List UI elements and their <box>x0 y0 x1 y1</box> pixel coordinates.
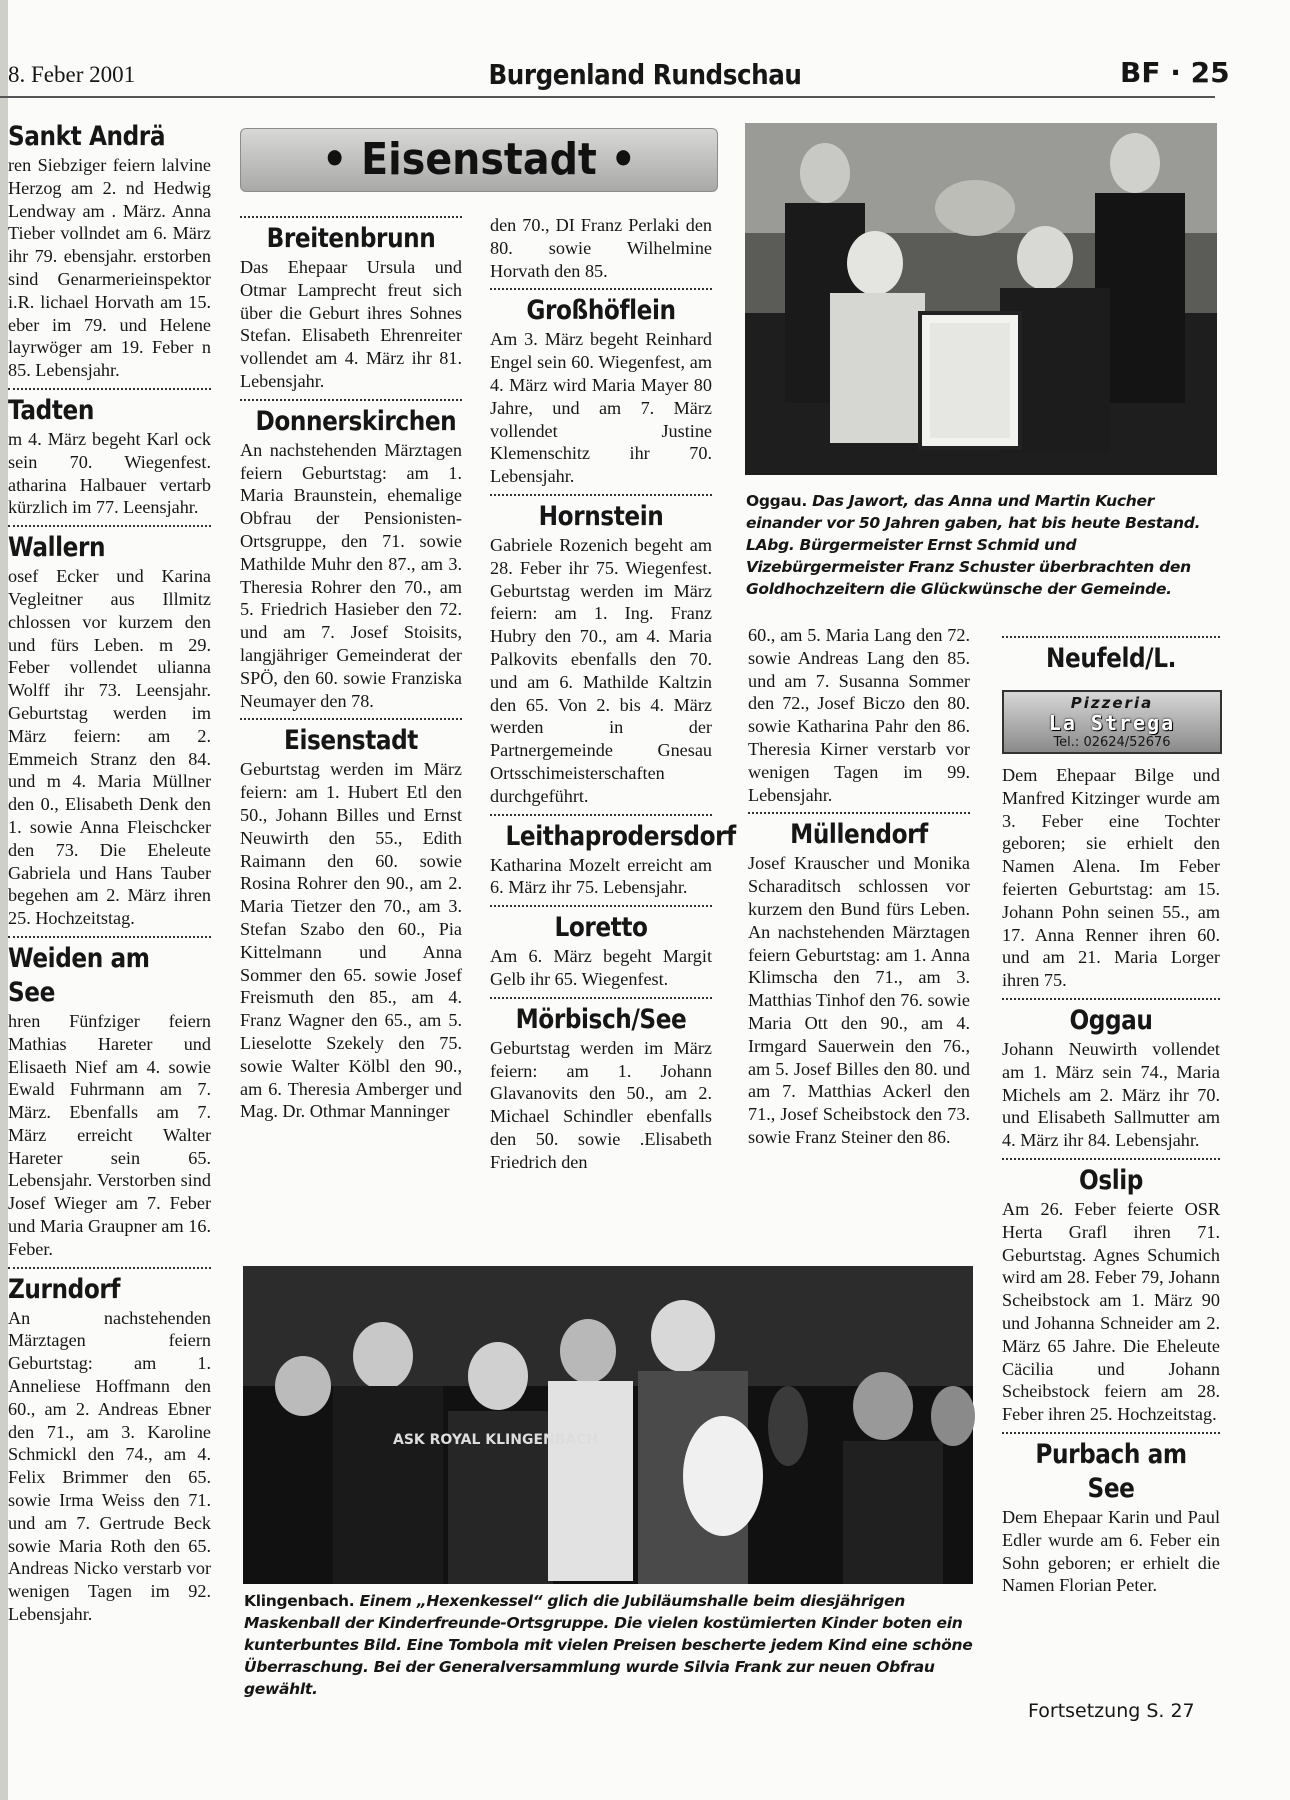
article-text: An nachstehenden Märztagen feiern Geburtstag: am 1. Anneliese Hoffmann den 60., am 2. Andreas Ebner den 71., am 3. Karoline Schmickl den 74., am 4. Felix Brimmer den 65. sowie Irma Weiss den 71. und am 7. Gertrude Beck sowie Maria Roth den 65. Andreas Nicko verstarb vor wenigen Tagen im 92. Lebensjahr. <box>8 1307 211 1625</box>
heading-hornstein: Hornstein <box>538 500 664 532</box>
caption-klingenbach-place: Klingenbach. <box>244 1592 355 1610</box>
heading-loretto: Loretto <box>554 912 648 944</box>
heading-neufeld: Neufeld/L. <box>1046 643 1176 674</box>
article-text: hren Fünfziger feiern Mathias Hareter und Elisaeth Nief am 4. sowie Ewald Fuhrmann am 7. März. Ebenfalls am 7. März erreicht Walter Hareter sein 65. Lebensjahr. Verstorben sind Josef Wieger am 7. Feber und Maria Graupner am 16. Feber. <box>8 1010 211 1259</box>
article-continued <box>748 624 970 806</box>
heading-zurndorf: Zurndorf <box>8 1273 121 1305</box>
ad-pizzeria-phone: Tel.: 02624/52676 <box>1053 735 1171 750</box>
article-text: Johann Neuwirth vollendet am 1. März sein 74., Maria Michels am 2. März ihr 70. und Elisabeth Sallmutter am 4. März ihr 84. Lebensjahr. <box>1002 1038 1220 1151</box>
article-müllendorf <box>748 812 970 1148</box>
section-banner <box>240 128 718 192</box>
photo-golden-wedding-image <box>745 123 1217 475</box>
heading-mörbisch-see: Mörbisch/See <box>515 1003 687 1035</box>
column-2 <box>240 210 462 1260</box>
article-text: ren Siebziger feiern lalvine Herzog am 2. nd Hedwig Lendway am . März. Anna Tieber vollndet am 6. März ihr 79. ebensjahr. erstorben sind Genarmerieinspektor i.R. lichael Horvath am 15. eber im 79. und Helene layrwöger am 19. Feber n 85. Lebensjahr. <box>8 155 211 381</box>
header-rule <box>0 96 1215 98</box>
photo-golden-wedding <box>745 123 1217 475</box>
heading-großhöflein: Großhöflein <box>526 295 676 327</box>
article-donnerskirchen <box>240 399 462 713</box>
article-text: m 4. März begeht Karl ock sein 70. Wiegenfest. atharina Halbauer vertarb kürzlich im 77. Leensjahr. <box>8 428 211 518</box>
article-hornstein <box>490 494 712 808</box>
ad-pizzeria-label: Pizzeria <box>1070 694 1154 712</box>
article-text: Am 3. März begeht Reinhard Engel sein 60. Wiegenfest, am 4. März wird Maria Mayer 80 Jahre, und am 7. März vollendet Justine Klemenschitz ihr 70. Lebensjahr. <box>490 329 712 487</box>
column-3 <box>490 214 736 1259</box>
caption-oggau-place: Oggau. <box>746 492 807 510</box>
heading-leithaprodersdorf: Leithaprodersdorf <box>505 820 736 852</box>
photo-masked-ball <box>243 1266 973 1584</box>
ad-pizzeria <box>1002 690 1222 754</box>
heading-weiden-am-see: Weiden am See <box>8 942 150 1008</box>
article-continued <box>1002 764 1220 992</box>
article-text: Geburtstag werden im März feiern: am 1. Hubert Etl den 50., Johann Billes und Ernst Neuwirth den 55., Edith Raimann den 60. sowie Rosina Rohrer den 90., am 2. Maria Tietzer den 70., am 3. Stefan Szabo den 60., Pia Kittelmann und Anna Sommer den 65. sowie Josef Freismuth den 85., am 4. Franz Wagner den 65., am 5. Lieselotte Szekely den 75. sowie Walter Kölbl den 90., am 6. Theresia Amberger und Mag. Dr. Othmar Manninger <box>240 759 462 1122</box>
article-text: Dem Ehepaar Bilge und Manfred Kitzinger wurde am 3. Feber eine Tochter geboren; sie erhielt den Namen Alena. Im Feber feierten Geburtstag: am 15. Johann Pohn seinen 55., am 17. Anna Renner ihren 60. und am 21. Maria Lorger ihren 75. <box>1002 765 1220 991</box>
heading-donnerskirchen: Donnerskirchen <box>255 405 457 437</box>
article-continued <box>490 214 712 282</box>
heading-breitenbrunn: Breitenbrunn <box>266 223 436 254</box>
page-edge <box>0 0 8 1800</box>
heading-tadten: Tadten <box>8 394 94 426</box>
article-text: Geburtstag werden im März feiern: am 1. Johann Glavanovits den 50., am 2. Michael Schindler ebenfalls den 50. sowie .Elisabeth Friedrich den <box>490 1037 712 1172</box>
article-loretto <box>490 905 712 991</box>
heading-sankt-andrä: Sankt Andrä <box>8 121 166 152</box>
article-oggau <box>1002 998 1220 1152</box>
newspaper-name: Burgenland Rundschau <box>488 58 802 91</box>
article-text: Dem Ehepaar Karin und Paul Edler wurde am 6. Feber ein Sohn geboren; er erhielt die Namen Florian Peter. <box>1002 1506 1220 1596</box>
heading-eisenstadt: Eisenstadt <box>284 725 418 757</box>
photo-masked-ball-image <box>243 1266 973 1584</box>
heading-müllendorf: Müllendorf <box>790 819 928 851</box>
heading-wallern: Wallern <box>8 532 106 564</box>
column-4 <box>748 624 970 1264</box>
article-text: Am 6. März begeht Margit Gelb ihr 65. Wiegenfest. <box>490 946 712 989</box>
page-header <box>0 56 1290 96</box>
article-sankt-andrä <box>8 120 211 382</box>
column-5-head <box>1002 630 1220 690</box>
continued-note: Fortsetzung S. 27 <box>1028 1700 1195 1722</box>
issue-date: 8. Feber 2001 <box>8 62 136 87</box>
heading-purbach-am-see: Purbach am See <box>1035 1438 1187 1504</box>
section-title: • Eisenstadt • <box>322 134 636 185</box>
article-breitenbrunn <box>240 216 462 393</box>
caption-klingenbach <box>244 1590 974 1700</box>
shirt-print: ASK ROYAL KLINGENBACH <box>393 1432 599 1448</box>
heading-oslip: Oslip <box>1079 1164 1143 1196</box>
column-1 <box>8 121 211 1736</box>
article-text: den 70., DI Franz Perlaki den 80. sowie Wilhelmine Horvath den 85. <box>490 215 712 281</box>
article-text: Josef Krauscher und Monika Scharaditsch schlossen vor kurzem den Bund fürs Leben. An nachstehenden Märztagen feiern Geburtstag: am 1. Anna Klimscha den 71., am 3. Matthias Tinhof den 76. sowie Maria Ott den 90., am 4. Irmgard Sauerwein den 76., am 5. Josef Billes den 80. und am 7. Matthias Ackerl den 71., Josef Scheibstock den 73. sowie Franz Steiner den 86. <box>748 853 970 1147</box>
article-purbach-am-see <box>1002 1432 1220 1597</box>
article-tadten <box>8 388 211 519</box>
article-text: 60., am 5. Maria Lang den 72. sowie Andreas Lang den 85. und am 7. Susanna Sommer den 72., Josef Biczo den 80. sowie Katharina Pahr den 86. Theresia Kirner verstarb vor wenigen Tagen im 99. Lebensjahr. <box>748 625 970 805</box>
heading-oggau: Oggau <box>1069 1004 1153 1036</box>
column-5 <box>1002 764 1220 1694</box>
article-oslip <box>1002 1158 1220 1426</box>
article-text: Gabriele Rozenich begeht am 28. Feber ihr 75. Wiegenfest. Geburtstag werden im März feiern: am 1. Ing. Franz Hubry den 70., am 4. Maria Palkovits ebenfalls den 70. und am 6. Mathilde Kaltzin den 65. Von 2. bis 4. März werden in der Partnergemeinde Gnesau Ortsschimeisterschaften durchgeführt. <box>490 534 712 806</box>
article-weiden-am-see <box>8 936 211 1261</box>
article-mörbisch-see <box>490 997 712 1174</box>
caption-klingenbach-text: Einem „Hexenkessel“ glich die Jubiläumshalle beim diesjährigen Maskenball der Kinderfreunde-Ortsgruppe. Die vielen kostümierten Kinder boten ein kunterbuntes Bild. Eine Tombola mit vielen Preisen bescherte jedem Kind eine schöne Überraschung. Bei der Generalversammlung wurde Silvia Frank zur neuen Obfrau gewählt. <box>244 1592 973 1698</box>
article-text: osef Ecker und Karina Vegleitner aus Illmitz chlossen vor kurzem den und fürs Leben. m 29. Feber vollendet ulianna Wolff ihr 73. Leensjahr. Geburtstag werden im März feiern: am 2. Emmeich Stranz den 84. und m 4. Maria Müllner den 0., Elisabeth Denk den 1. sowie Anna Fleischcker den 73. Die Eheleute Gabriela und Hans Tauber begehen am 2. März ihren 25. Hochzeitstag. <box>8 566 211 929</box>
article-text: Am 26. Feber feierte OSR Herta Grafl ihren 71. Geburtstag. Agnes Schumich wird am 28. Feber 79, Johann Scheibstock am 1. März 90 und Johanna Schneider am 2. März 65 Jahre. Die Eheleute Cäcilia und Johann Scheibstock feiern am 28. Feber ihren 25. Hochzeitstag. <box>1002 1198 1220 1425</box>
article-text: Das Ehepaar Ursula und Otmar Lamprecht freut sich über die Geburt ihres Sohnes Stefan. Elisabeth Ehrenreiter vollendet am 4. März ihr 81. Lebensjahr. <box>240 257 462 391</box>
article-text: Katharina Mozelt erreicht am 6. März ihr 75. Lebensjahr. <box>490 854 712 898</box>
ad-pizzeria-name: La Strega <box>1048 711 1176 735</box>
article-eisenstadt <box>240 718 462 1123</box>
article-zurndorf <box>8 1267 211 1626</box>
article-leithaprodersdorf <box>490 814 736 900</box>
page-number: BF · 25 <box>1120 56 1230 89</box>
article-großhöflein <box>490 288 712 488</box>
article-wallern <box>8 525 211 930</box>
caption-oggau-text: Das Jawort, das Anna und Martin Kucher einander vor 50 Jahren gaben, hat bis heute Bestand. LAbg. Bürgermeister Ernst Schmid und Vizebürgermeister Franz Schuster überbrachten den Goldhochzeitern die Glückwünsche der Gemeinde. <box>746 492 1201 598</box>
caption-oggau <box>746 490 1218 600</box>
article-text: An nachstehenden Märztagen feiern Geburtstag: am 1. Maria Braunstein, ehemalige Obfrau der Pensionisten-Ortsgruppe, den 71. sowie Mathilde Muhr den 87., am 3. Theresia Rohrer den 70., am 5. Friedrich Hasieber den 72. und am 7. Josef Stoisits, langjähriger Gemeinderat der SPÖ, den 60. sowie Franziska Neumayer den 78. <box>240 439 462 711</box>
